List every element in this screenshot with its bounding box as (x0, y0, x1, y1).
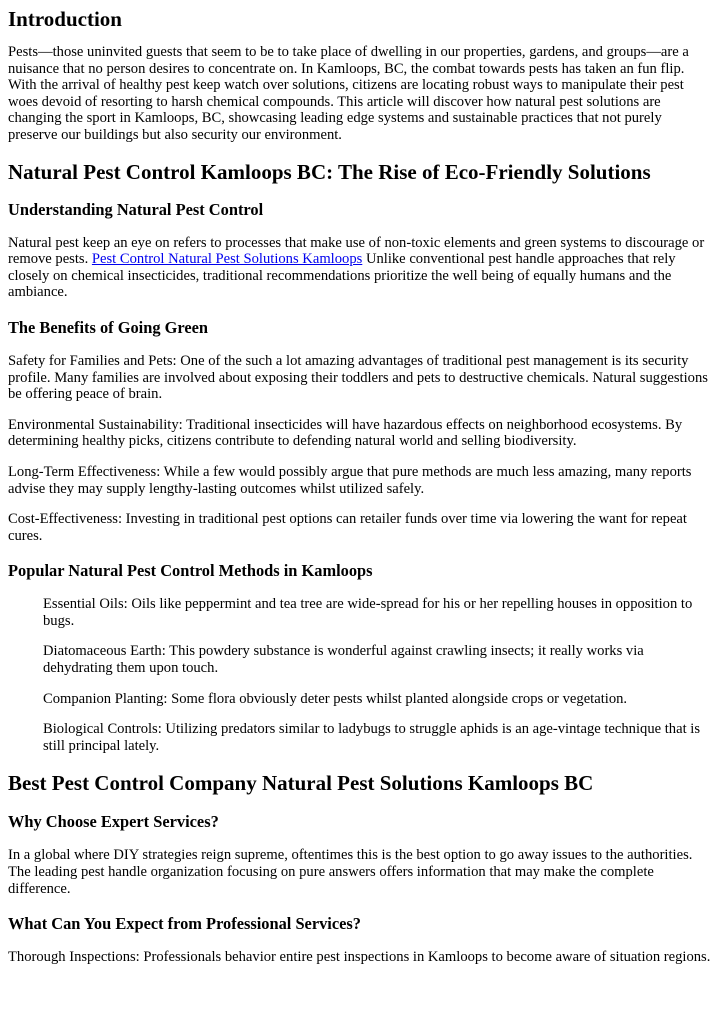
benefit-item: Cost-Effectiveness: Investing in traditional pest options can retailer funds over time via lowering the want for repeat cures. (8, 511, 687, 544)
expect-heading: What Can You Expect from Professional Services? (8, 914, 361, 934)
benefits-heading: The Benefits of Going Green (8, 317, 209, 337)
benefit-item: Environmental Sustainability: Traditional insecticides will have hazardous effects on neighborhood ecosystems. By determining healthy picks, citizens contribute to defending natural world and selling biodiversity. (8, 416, 683, 450)
section1-heading: Natural Pest Control Kamloops BC: The Rise of Eco-Friendly Solutions (8, 159, 651, 184)
method-item: Biological Controls: Utilizing predators similar to ladybugs to struggle aphids is an age-vintage technique that is still principal lately. (43, 721, 701, 754)
why-heading: Why Choose Expert Services? (8, 812, 219, 832)
benefit-item: Safety for Families and Pets: One of the such a lot amazing advantages of traditional pest management is its security profile. Many families are involved about exposing their toddlers and pets to destructive chemicals. Natural suggestions be offering peace of brain. (8, 352, 708, 403)
methods-list (8, 596, 712, 754)
intro-heading: Introduction (8, 7, 122, 31)
natural-pest-solutions-link[interactable]: Pest Control Natural Pest Solutions Kamloops (91, 251, 363, 268)
understanding-text-before: Natural pest keep an eye on refers to processes that make use of non-toxic elements and green systems to discourage or remove pests. (8, 234, 705, 268)
understanding-heading: Understanding Natural Pest Control (8, 199, 264, 219)
article (0, 7, 720, 966)
method-item: Companion Planting: Some flora obviously deter pests whilst planted alongside crops or vegetation. (43, 690, 628, 707)
understanding-paragraph (8, 235, 712, 301)
expect-paragraph: Thorough Inspections: Professionals behavior entire pest inspections in Kamloops to become aware of situation regions. (8, 949, 711, 966)
intro-paragraph: Pests—those uninvited guests that seem to be to take place of dwelling in our properties, gardens, and groups—are a nuisance that no person desires to concentrate on. In Kamloops, BC, the combat towards pests has taken an fun flip. With the arrival of healthy pest keep watch over solutions, citizens are locating robust ways to manipulate their pest woes devoid of resorting to harsh chemical compounds. This article will discover how natural pest solutions are changing the sport in Kamloops, BC, showcasing leading edge systems and sustainable practices that not purely preserve our buildings but also security our environment. (8, 44, 689, 143)
understanding-text-after: Unlike conventional pest handle approaches that rely closely on chemical insecticides, traditional recommendations prioritize the well being of equally humans and the ambiance. (8, 251, 676, 301)
benefit-item: Long-Term Effectiveness: While a few would possibly argue that pure methods are much less amazing, many reports advise they may supply lengthy-lasting outcomes whilst utilized safely. (8, 463, 692, 497)
section2-heading: Best Pest Control Company Natural Pest Solutions Kamloops BC (8, 771, 594, 796)
method-item: Essential Oils: Oils like peppermint and tea tree are wide-spread for his or her repelling houses in opposition to bugs. (43, 596, 693, 629)
methods-heading: Popular Natural Pest Control Methods in Kamloops (8, 561, 373, 581)
method-item: Diatomaceous Earth: This powdery substance is wonderful against crawling insects; it really works via dehydrating them upon touch. (43, 643, 644, 677)
why-paragraph: In a global where DIY strategies reign supreme, oftentimes this is the best option to go away issues to the authorities. The leading pest handle organization focusing on pure answers offers information that may make the complete difference. (8, 847, 693, 897)
